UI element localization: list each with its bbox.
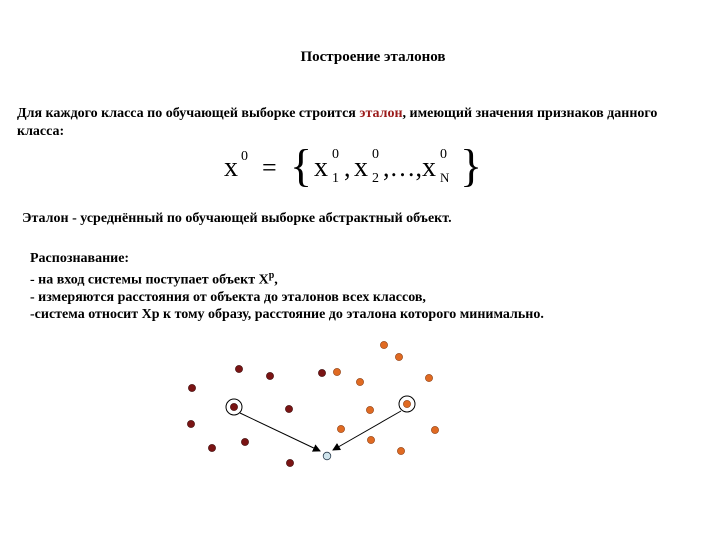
recognition-heading: Распознавание:	[30, 251, 130, 266]
class-b-point	[403, 400, 410, 407]
class-b-point	[395, 353, 402, 360]
intro-highlight: эталон	[359, 106, 403, 121]
class-b-point	[366, 406, 373, 413]
recognition-block	[30, 250, 544, 323]
class-a-point	[286, 459, 293, 466]
etalon-definition: Эталон - усреднённый по обучающей выборке абстрактный объект.	[22, 211, 452, 226]
class-a-point	[285, 405, 292, 412]
intro-after: , имеющий значения признаков данного класса:	[17, 106, 658, 139]
formula-lhs: x	[224, 152, 238, 183]
class-a-point	[266, 372, 273, 379]
class-a-point	[208, 444, 215, 451]
class-b-point	[333, 368, 340, 375]
formula-x2-sub: 2	[372, 171, 379, 186]
class-b-point	[367, 436, 374, 443]
class-a-point	[241, 438, 248, 445]
class-b-point	[337, 425, 344, 432]
formula-x2-sup: 0	[372, 147, 379, 162]
formula-x1-sub: 1	[332, 171, 339, 186]
formula-x1-sup: 0	[332, 147, 339, 162]
formula-separator: ,	[344, 153, 351, 182]
class-b-point	[425, 374, 432, 381]
distance-arrow-class-a	[240, 413, 320, 451]
query-object-point	[323, 452, 331, 460]
formula-equals: =	[262, 153, 277, 182]
recognition-step-1	[30, 267, 544, 289]
slide-title: Построение эталонов	[300, 49, 446, 65]
recognition-step-2: - измеряются расстояния от объекта до эталонов всех классов,	[30, 289, 426, 305]
class-a-point	[235, 365, 242, 372]
class-b-point	[397, 447, 404, 454]
formula-ellipsis: ,…,	[383, 153, 422, 182]
class-a-points	[187, 365, 325, 466]
step-1-end: ,	[274, 272, 278, 288]
step-1-text: - на вход системы поступает объект X	[30, 272, 269, 288]
class-b-point	[356, 378, 363, 385]
intro-before: Для каждого класса по обучающей выборке строится	[17, 106, 360, 121]
class-b-point	[380, 341, 387, 348]
formula-right-brace: }	[460, 140, 483, 191]
class-b-point	[431, 426, 438, 433]
class-a-point	[318, 369, 325, 376]
formula-x2: x	[354, 152, 368, 183]
recognition-step-3: -система относит Xp к тому образу, расстояние до эталона которого минимально.	[30, 306, 544, 322]
class-scatter-illustration	[0, 330, 720, 540]
class-a-point	[188, 384, 195, 391]
formula-xn-sub: N	[440, 170, 450, 185]
class-a-point	[187, 420, 194, 427]
formula-xn: x	[422, 152, 436, 183]
class-b-points	[333, 341, 438, 454]
class-a-point	[230, 403, 237, 410]
formula-lhs-sup: 0	[241, 149, 248, 164]
formula-xn-sup: 0	[440, 147, 447, 162]
step-1-sup: p	[268, 270, 275, 281]
etalon-formula	[222, 136, 492, 194]
formula-left-brace: {	[290, 140, 313, 191]
formula-x1: x	[314, 152, 328, 183]
